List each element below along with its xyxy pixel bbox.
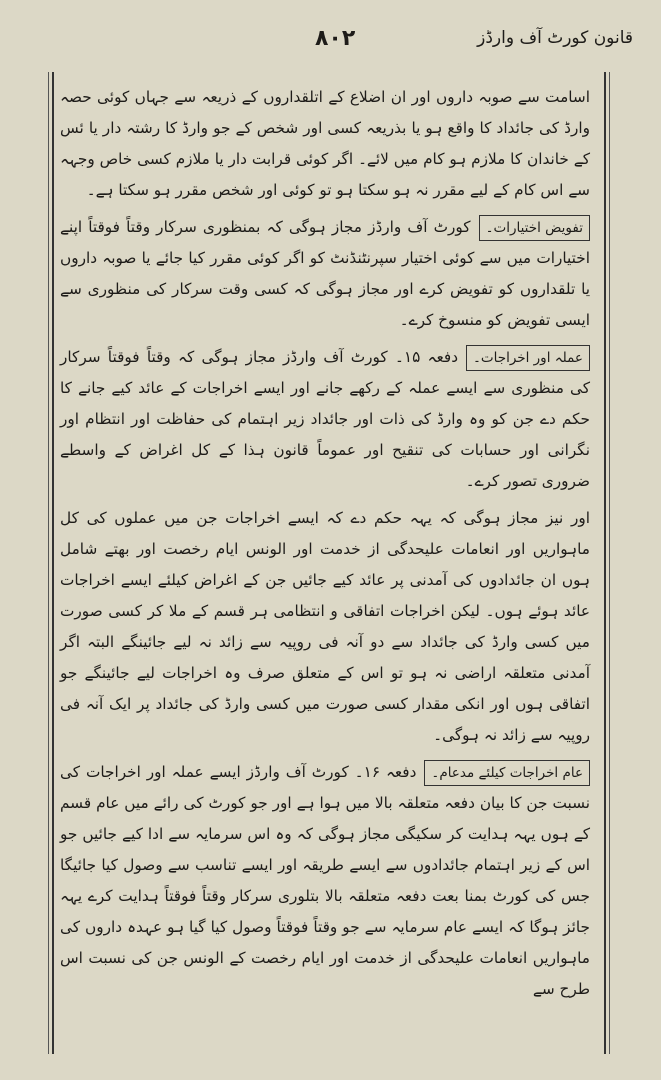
paragraph [60,342,590,497]
paragraph [60,757,590,1005]
marginal-note: تفویض اختیارات۔ [479,215,590,241]
running-head: قانون کورٹ آف وارڈز [477,28,633,48]
marginal-note: عام اخراجات کیلئے مدعام۔ [424,760,590,786]
paragraph-text: دفعہ ۱۵۔ کورٹ آف وارڈز مجاز ہوگی کہ وقتاً فوقتاً سرکار کی منظوری سے ایسے عملہ کے رکھے جانے اور ایسے اخراجات کے عائد کیے جانے کا حکم دے جن کو وہ وارڈ کی ذات اور جائداد زیر اہتمام کی حفاظت اور انتظام اور نگرانی اور حسابات کی تنقیح اور عموماً قانون ہذا کے کل اغراض کے واسطے ضروری تصور کرے۔ [60,348,590,490]
paragraph-text: اور نیز مجاز ہوگی کہ یہہ حکم دے کہ ایسے اخراجات جن میں عملوں کی کل ماہواریں اور انعامات علیحدگی از خدمت اور الونس ایام رخصت اور بھتے شامل ہوں ان جائدادوں کی آمدنی پر عائد کیے جائیں جن کے اغراض کیلئے ایسے اخراجات عائد ہوئے ہوں۔ لیکن اخراجات اتفاقی و انتظامی ہر قسم کے ملا کر کسی صورت میں کسی وارڈ کی جائداد سے دو آنہ فی روپیہ سے زائد نہ لیے جائینگے البتہ اگر آمدنی متعلقہ اراضی نہ ہو تو اس کے متعلق صرف وہ اخراجات لیے جائینگے جو اتفاقی ہوں اور انکی مقدار کسی صورت میں کسی وارڈ کی جائداد پر ایک آنہ فی روپیہ سے زائد نہ ہوگی۔ [60,509,590,744]
paragraph-text: دفعہ ۱۶۔ کورٹ آف وارڈز ایسے عملہ اور اخراجات کی نسبت جن کا بیان دفعہ متعلقہ بالا میں ہوا ہے اور جو کورٹ کی رائے میں عام قسم کے ہوں یہہ ہدایت کر سکیگی مجاز ہوگی کہ وہ اس سرمایہ سے ادا کیے جائیں جو اس کے زیر اہتمام جائدادوں سے ایسے طریقہ اور ایسے تناسب سے وصول کیا جائیگا جس کی کورٹ بمنا بعت دفعہ متعلقہ بالا بتلوری سرکار وقتاً فوقتاً ہدایت کرے یہہ جائز ہوگا کہ ایسے عام سرمایہ سے جو وقتاً فوقتاً وصول کیا گیا ہو عہدہ داروں کی ماہواریں انعامات علیحدگی از خدمت اور ایام رخصت کے الونس جن کی نسبت اس طرح سے [60,763,590,998]
body-text [60,82,590,1005]
marginal-note: عملہ اور اخراجات۔ [466,345,590,371]
paragraph-text: اسامت سے صوبہ داروں اور ان اضلاع کے اتلقداروں کے ذریعہ سے جہاں کوئی حصہ وارڈ کی جائداد کا واقع ہو یا بذریعہ کسی اور شخص کے جو وارڈ کا رشتہ دار یا ئس کے خاندان کا ملازم ہو کام میں لائے۔ اگر کوئی قرابت دار یا ملازم کسی خاص وجہہ سے اس کام کے لیے مقرر نہ ہو سکتا ہو تو کوئی اور شخص مقرر ہو سکتا ہے۔ [60,88,590,199]
paragraph [60,212,590,336]
page-header [20,18,641,58]
paragraph-text: کورٹ آف وارڈز مجاز ہوگی کہ بمنظوری سرکار وقتاً فوقتاً اپنے اختیارات میں سے کوئی اختیار سپرنٹنڈنٹ کو اگر کوئی مقرر کیا جائے یا صوبہ داروں یا تلقداروں کو تفویض کرے اور مجاز ہوگی کہ کسی وقت سرکار کی منظوری سے ایسی تفویض کو منسوخ کرے۔ [60,218,590,329]
paragraph [60,82,590,206]
paragraph [60,503,590,751]
page-number: ۸۰۲ [315,26,356,51]
